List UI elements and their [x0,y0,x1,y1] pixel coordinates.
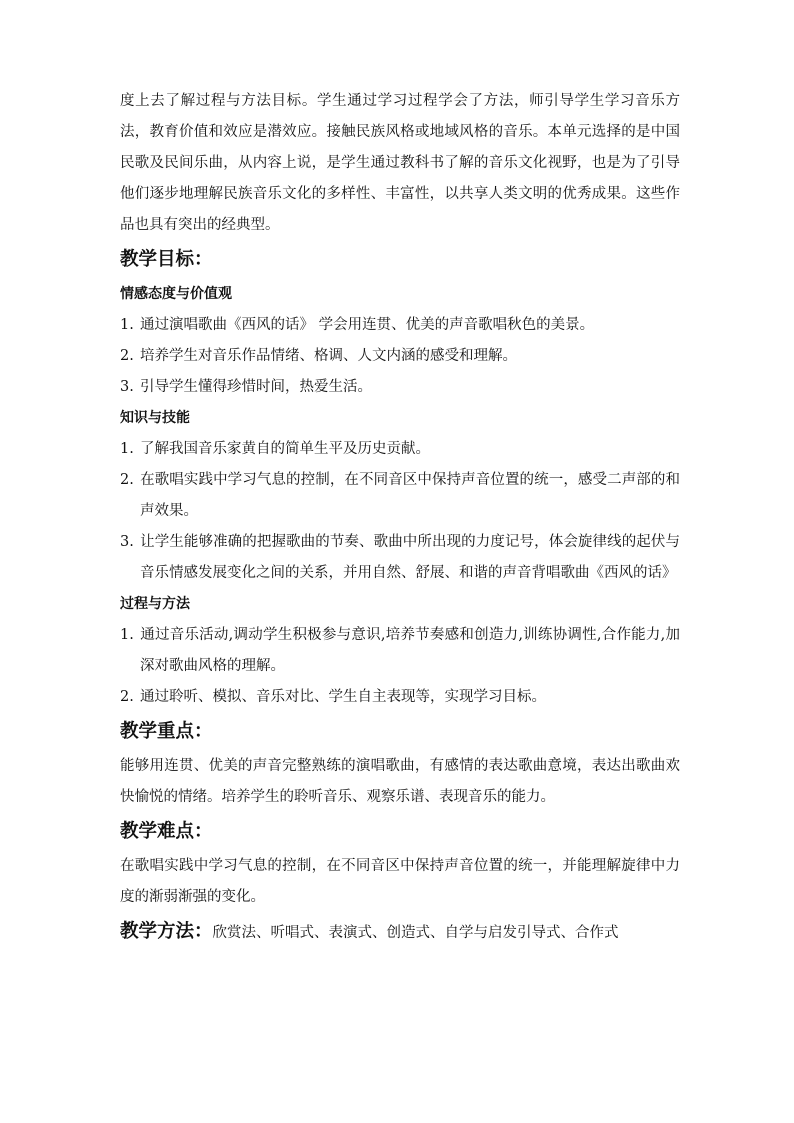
item-number: 1. [120,317,134,333]
methods-heading: 教学方法： [120,921,213,942]
methods-line [120,913,680,952]
item-text: 培养学生对音乐作品情绪、格调、人文内涵的感受和理解。 [140,348,517,364]
methods-text: 欣赏法、听唱式、表演式、创造式、自学与启发引导式、合作式 [212,925,619,941]
intro-paragraph: 度上去了解过程与方法目标。学生通过学习过程学会了方法，师引导学生学习音乐方法，教育价值和效应是潜效应。接触民族风格或地域风格的音乐。本单元选择的是中国民歌及民间乐曲，从内容上说，是学生通过教科书了解的音乐文化视野，也是为了引导他们逐步地理解民族音乐文化的多样性、丰富性，以共享人类文明的优秀成果。这些作品也具有突出的经典型。 [120,93,680,233]
difficulties-text: 在歌唱实践中学习气息的控制，在不同音区中保持声音位置的统一，并能理解旋律中力度的渐弱渐强的变化。 [120,858,680,905]
list-item [120,434,680,465]
objectives-heading: 教学目标： [120,249,213,270]
list-item [120,372,680,403]
item-number: 3. [120,534,134,550]
subheading-process: 过程与方法 [120,596,190,612]
subheading-knowledge: 知识与技能 [120,410,190,426]
list-item [120,620,680,682]
item-number: 1. [120,627,134,643]
subheading-emotion: 情感态度与价值观 [120,286,232,302]
list-item [120,527,680,589]
item-text: 让学生能够准确的把握歌曲的节奏、歌曲中所出现的力度记号，体会旋律线的起伏与音乐情感发展变化之间的关系，并用自然、舒展、和谐的声音背唱歌曲《西风的话》 [140,534,680,581]
item-number: 2. [120,348,134,364]
key-points-text: 能够用连贯、优美的声音完整熟练的演唱歌曲，有感情的表达歌曲意境，表达出歌曲欢快愉悦的情绪。培养学生的聆听音乐、观察乐谱、表现音乐的能力。 [120,758,680,805]
item-text: 通过演唱歌曲《西风的话》 学会用连贯、优美的声音歌唱秋色的美景。 [140,317,595,333]
item-text: 了解我国音乐家黄自的简单生平及历史贡献。 [140,441,430,457]
item-number: 3. [120,379,134,395]
list-item [120,682,680,713]
item-number: 2. [120,689,134,705]
item-number: 2. [120,472,134,488]
list-item [120,465,680,527]
document-page [120,86,680,952]
key-points-heading: 教学重点： [120,721,213,742]
difficulties-heading: 教学难点： [120,821,213,842]
item-text: 通过音乐活动,调动学生积极参与意识,培养节奏感和创造力,训练协调性,合作能力,加深对歌曲风格的理解。 [140,627,680,674]
item-text: 通过聆听、模拟、音乐对比、学生自主表现等，实现学习目标。 [140,689,546,705]
list-item [120,341,680,372]
item-text: 在歌唱实践中学习气息的控制，在不同音区中保持声音位置的统一，感受二声部的和声效果。 [140,472,680,519]
item-text: 引导学生懂得珍惜时间，热爱生活。 [140,379,372,395]
list-item [120,310,680,341]
item-number: 1. [120,441,134,457]
